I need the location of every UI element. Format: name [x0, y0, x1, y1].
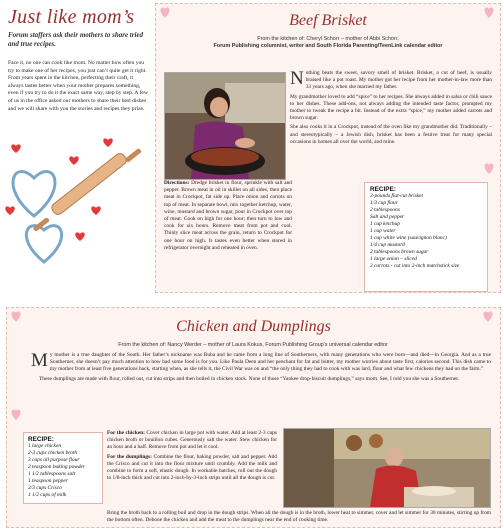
drop-cap: M — [31, 350, 48, 371]
ingredient: Salt and pepper — [370, 214, 405, 221]
heart-icon — [482, 162, 496, 175]
ingredient: 2/3 cups Crisco — [28, 485, 62, 491]
ingredient: 1/3 cup flour — [370, 200, 398, 207]
heart-cookie-cutter-icon — [13, 172, 55, 216]
directions-label: Directions: — [164, 180, 190, 186]
directions-body: Dredge brisket in flour, sprinkle with salt and pepper. Brown meat in oil in skillet on all sides, then place meat in Crockpot, fat side up. Place onion and carrots on top of meat. In separate bowl, mix together ketchup, water, wine, mustard and brown sugar, pour in Crockpot over top of meat. Cook on high for one hour; then turn to low and cook for six hours. Remove meat from pot and cool. Thinly slice meat across the grain, return to Crockpot for one hour on high. It tastes even better when stored in refrigerator overnight and reheated in oven. — [164, 180, 292, 251]
article-title: Beef Brisket — [289, 12, 367, 29]
ingredient: 1 large chicken — [28, 443, 62, 449]
heart-cookie-cutter-icon — [26, 226, 61, 262]
ingredient: 1 teaspoon pepper — [28, 478, 68, 484]
kitchen-photo — [283, 428, 491, 508]
ingredient: 1/4 cup mustard — [370, 242, 405, 249]
ingredient: 2-3 cups chicken broth — [28, 450, 78, 456]
article-byline: From the kitchen of: Nancy Werder – mother of Laura Kokus, Forum Publishing Group’s universal calendar editor — [118, 342, 388, 348]
step-dumplings — [107, 454, 277, 483]
article-story — [290, 70, 492, 148]
story-paragraph: These dumplings are made with flour, rolled out, cut into strips and then boiled in chicken stock. None of those “Yankee drop-biscuit dumplings,” says mom. See, I told you she was a Southerner. — [39, 375, 460, 382]
rolling-pin-icon — [33, 148, 142, 232]
ingredient: 2 tablespoons — [370, 207, 400, 214]
directions — [164, 180, 494, 270]
intro-paragraph: Face it, no one can cook like mom. No matter how often you try to make one of her recipes, you just can’t quite get it right. From years spent in the kitchen, perfecting their craft, it always tastes better when your mother prepares something, even if you try to do it the exact same way, step by step. A few of us in the office asked our mothers to share their best dishes and we will share with you the stories and recipes they prize. — [8, 60, 148, 112]
directions-text — [164, 180, 292, 252]
ingredient: 3 carrots - cut into 2-inch matchstick size — [370, 263, 460, 270]
ingredient: 1 large onion – sliced — [370, 256, 417, 263]
ingredient: 1 cup water — [370, 228, 396, 235]
byline-line: From the kitchen of: Cheryl Schorr – mother of Abbi Schorr, — [257, 36, 399, 42]
drop-cap: N — [290, 68, 304, 89]
recipe-title: RECIPE: — [370, 186, 396, 193]
story-paragraph: othing beats the sweet, savory smell of brisket. Brisket, a cut of beef, is usually braised like a pot roast. My mother got her recipe from her mother-in-law more than 33 years ago, when she married my father. — [305, 70, 492, 91]
recipe-box — [23, 432, 103, 504]
step-chicken — [107, 430, 277, 452]
story-paragraph: y mother is a true daughter of the South. Her father’s nickname was Buba and he came from a long line of Southerners, with many generations who were born—and died—in Georgia. And as a true Southerner, she doesn’t pay much attention to how bad some food is for you. Like Paula Deen and her penchant for fat and butter, my mother worries about taste first, calories second. This dish came to my mother from at least five generations back, starting when, as she tells it, the Civil War was on and “the only thing they had to cook with was lard, flour and what few chickens they had on the farm.” — [49, 352, 491, 373]
story-paragraph: My grandmother loved to add “spice” to her recipes. She always added in salsa or chili sauce to her dishes. These add-ons, not always adding the intended taste factor, prompted my mother to tweak the recipe a bit. Instead of the extra “spice,” my mother added carrots and brown sugar. — [290, 93, 492, 122]
ingredient: 1 1/2 cups of milk — [28, 492, 67, 498]
ingredient: 1 cup white wine (sauvignon blanc) — [370, 235, 447, 242]
step-label: For the chicken: — [107, 430, 145, 436]
column-intro — [8, 60, 148, 116]
step-label: For the dumplings: — [107, 453, 152, 460]
column-title: Just like mom’s — [8, 6, 135, 28]
byline-line: Forum Publishing columnist, writer and South Florida Parenting/TeenLink calendar editor — [213, 43, 443, 49]
heart-icon — [9, 408, 23, 421]
ingredient: 1 cup ketchup — [370, 221, 400, 228]
cooking-steps — [107, 430, 277, 484]
brisket-article — [155, 3, 501, 293]
kitchen-photo-image — [284, 429, 490, 507]
ingredient: 3 cups all purpose flour — [28, 457, 80, 463]
recipe-title: RECIPE: — [28, 436, 54, 443]
step-body: Cover chicken in large pot with water. Add at least 2-3 cups chicken broth or bouillon cubes. Generously salt the water. Stew chicken for an hour and a half. Remove from pot and let it cool. — [107, 430, 277, 451]
ingredient: 3-pounds flat-cut brisket — [370, 193, 424, 200]
ingredient: 2 teaspoon baking powder — [28, 464, 86, 470]
story-paragraph: She also cooks it in a Crockpot, instead of the oven like my grandmother did. Traditionally – and stereotypically – a Jewish dish, brisket has been a festive treat for many special occasions in homes all over the world, and mine. — [290, 124, 492, 145]
article-title: Chicken and Dumplings — [176, 318, 331, 335]
baking-illustration — [4, 138, 149, 266]
cook-photo — [164, 72, 286, 180]
closing-step: Bring the broth back to a rolling boil and drop in the dough strips. When all the dough is in the broth, lower heat to simmer, cover and let simmer for 30 minutes, stirring up from the bottom often. Debone the chicken and add the meat to the dumplings near the end of cooking time. — [107, 510, 491, 524]
cook-photo-image — [165, 73, 285, 179]
article-story — [31, 352, 491, 385]
heart-icon — [5, 138, 113, 241]
article-byline — [160, 36, 496, 50]
recipe-box — [364, 182, 488, 292]
column-subtitle: Forum staffers ask their mothers to share tried and true recipes. — [8, 31, 144, 48]
step-body: Combine the flour, baking powder, salt and pepper. Add the Crisco and cut it into the flour mixture until crumbly. Add the milk and combine to form a soft, elastic dough. In workable batches, roll out the dough to 1/8-inch thick and cut into 2-inch-by-3-inch strips until all the dough is cut. — [107, 453, 277, 482]
ingredient: 1 1/2 tablespoons salt — [28, 471, 76, 477]
chicken-article — [6, 307, 501, 528]
ingredient: 2 tablespoons brown sugar — [370, 249, 429, 256]
